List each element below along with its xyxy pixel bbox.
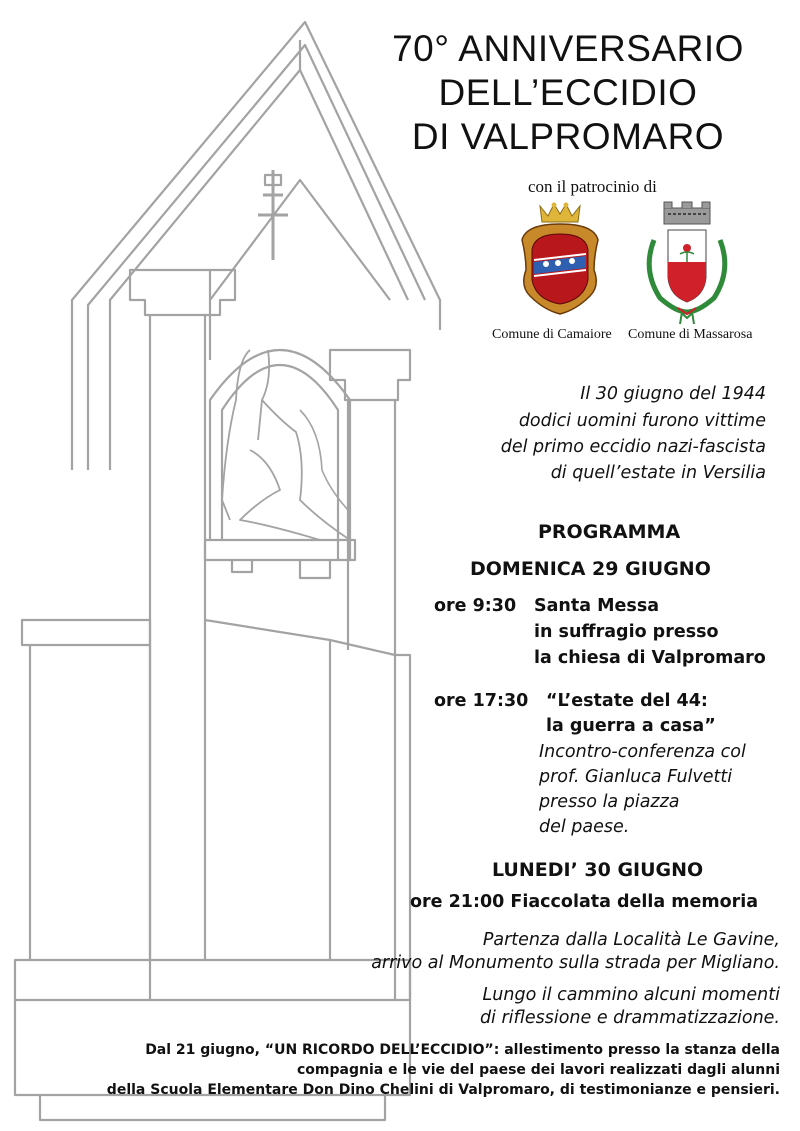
day2-line-1: Partenza dalla Località Le Gavine,	[482, 930, 780, 950]
event2-line-4: prof. Gianluca Fulvetti	[539, 767, 733, 787]
massarosa-caption: Comune di Massarosa	[628, 327, 753, 342]
event1-line-1: Santa Messa	[534, 596, 660, 616]
massarosa-coat-of-arms-icon	[632, 200, 742, 330]
day1-date: DOMENICA 29 GIUGNO	[470, 558, 711, 580]
event2-line-2: la guerra a casa”	[546, 716, 716, 736]
event1-time: ore 9:30	[434, 596, 517, 616]
patronage-text: con il patrocinio di	[528, 177, 657, 196]
event1-line-3: la chiesa di Valpromaro	[534, 648, 766, 668]
day2-date: LUNEDI’ 30 GIUGNO	[492, 859, 704, 881]
camaiore-caption: Comune di Camaiore	[492, 327, 612, 342]
footer-line-2: compagnia e le vie del paese dei lavori realizzati dagli alunni	[297, 1062, 780, 1078]
programma-heading: PROGRAMMA	[538, 521, 681, 543]
day2-event: ore 21:00 Fiaccolata della memoria	[410, 892, 759, 912]
title-line-2: DELL’ECCIDIO	[438, 72, 698, 113]
intro-line-3: del primo eccidio nazi-fascista	[500, 437, 766, 457]
event2-line-5: presso la piazza	[539, 792, 680, 812]
event2-line-1: “L’estate del 44:	[546, 691, 708, 711]
day2-line-4: di riflessione e drammatizzazione.	[479, 1008, 780, 1028]
event2-time: ore 17:30	[434, 691, 529, 711]
event2-line-3: Incontro-conferenza col	[539, 742, 746, 762]
title-line-1: 70° ANNIVERSARIO	[392, 28, 744, 69]
intro-line-1: Il 30 giugno del 1944	[580, 384, 766, 404]
intro-line-2: dodici uomini furono vittime	[518, 411, 766, 431]
footer-line-3: della Scuola Elementare Don Dino Chelini di Valpromaro, di testimonianze e pensieri.	[106, 1082, 780, 1098]
event2-line-6: del paese.	[539, 817, 630, 837]
event1-line-2: in suffragio presso	[534, 622, 719, 642]
footer-line-1: Dal 21 giugno, “UN RICORDO DELL’ECCIDIO”: allestimento presso la stanza della	[145, 1042, 780, 1058]
title-line-3: DI VALPROMARO	[411, 116, 725, 157]
day2-line-3: Lungo il cammino alcuni momenti	[482, 985, 780, 1005]
camaiore-coat-of-arms-icon	[510, 200, 610, 320]
intro-line-4: di quell’estate in Versilia	[550, 463, 766, 483]
day2-line-2: arrivo al Monumento sulla strada per Migliano.	[371, 953, 780, 973]
